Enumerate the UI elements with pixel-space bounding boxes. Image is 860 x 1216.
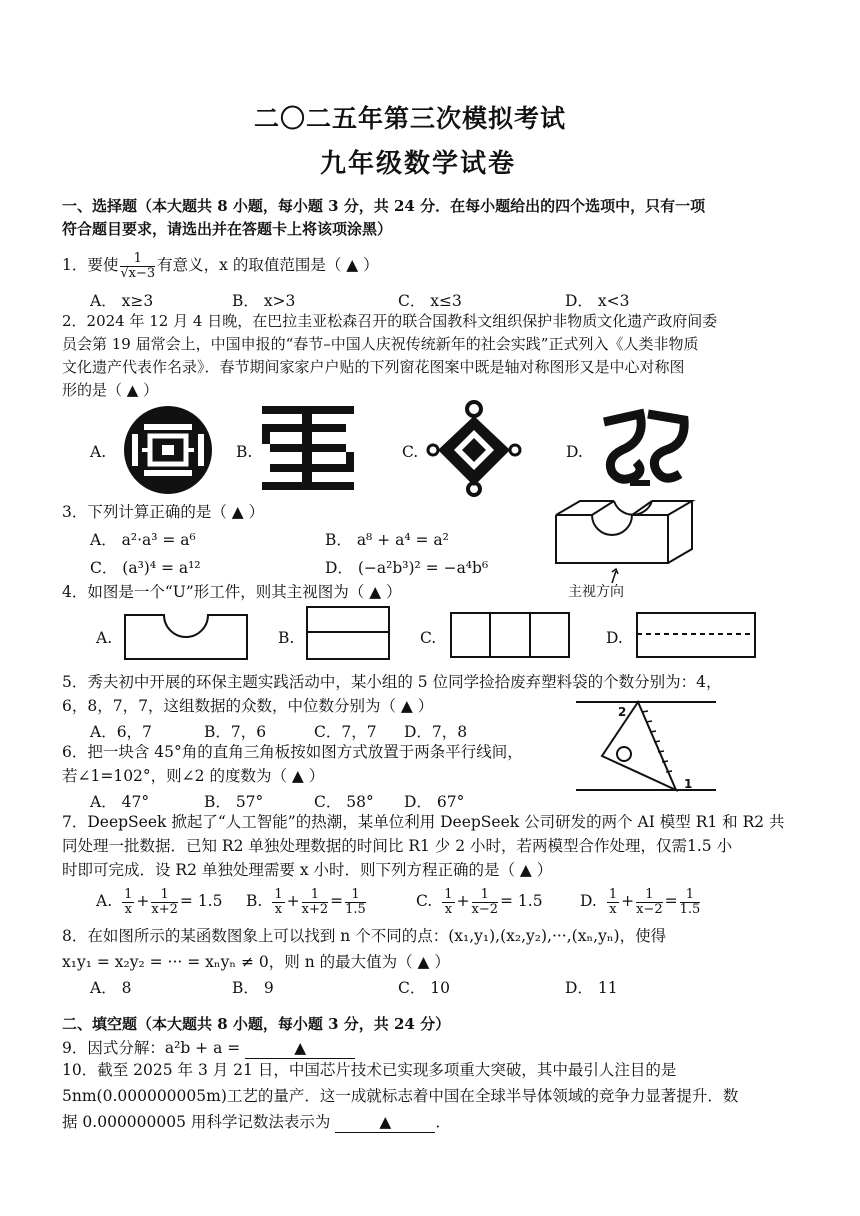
q7-fraction	[272, 888, 284, 917]
q9-stem	[62, 1038, 355, 1059]
q9-answer-mark: ▲	[294, 1039, 307, 1057]
q1-option-d: D． x<3	[565, 292, 630, 310]
q2-label-d: D.	[566, 443, 583, 461]
q7-option-d	[580, 884, 702, 918]
q7-option-part: 1	[636, 888, 663, 903]
q4-label-d: D.	[606, 629, 623, 647]
q3-stem: 3．下列计算正确的是（ ▲ ）	[62, 503, 265, 521]
section1-heading: 一、选择题（本大题共 8 小题，每小题 3 分，共 24 分．在每小题给出的四个选项中，只有一项	[62, 197, 706, 215]
q5-line1: 5．秀夫初中开展的环保主题实践活动中，某小组的 5 位同学捡拾废弃塑料袋的个数分别为：4，	[62, 673, 722, 691]
q7-fraction	[151, 888, 178, 917]
q2-line1: 2．2024 年 12 月 4 日晚，在巴拉圭亚松森召开的联合国教科文组织保护非物质文化遗产政府间委	[62, 312, 718, 330]
q4-stem: 4．如图是一个“U”形工件，则其主视图为（ ▲ ）	[62, 583, 402, 601]
q7-option-part: 1	[444, 886, 453, 902]
q6-line2: 若∠1=102°，则∠2 的度数为（ ▲ ）	[62, 767, 325, 785]
q2-label-a: A.	[90, 443, 107, 461]
q7-option-c	[416, 884, 543, 918]
q10-line3	[62, 1112, 451, 1133]
view-direction-label: 主视方向	[568, 584, 624, 600]
q7-fraction	[680, 888, 701, 917]
q7-option-part: 1	[472, 888, 499, 903]
front-view-option-d	[636, 612, 756, 658]
triangle-ruler-figure	[576, 698, 716, 794]
u-shaped-part-figure	[552, 495, 702, 585]
q10-answer-mark: ▲	[379, 1113, 392, 1131]
q7-option-part: C.	[416, 892, 433, 910]
q7-line2: 同处理一批数据．已知 R2 单独处理数据的时间比 R1 少 2 小时，若两模型合作处理，仅需1.5 小	[62, 837, 733, 855]
paper-cut-d-image	[600, 410, 688, 490]
equals-sign: =	[330, 892, 344, 910]
q1-frac-num: 1	[120, 252, 155, 267]
q7-option-part: A.	[96, 892, 113, 910]
q6-option-d: D． 67°	[404, 793, 465, 811]
q1-fraction	[120, 252, 155, 281]
paper-cut-b-image	[262, 406, 354, 490]
q7-option-part: x+2	[151, 901, 178, 917]
q1-option-a: A． x≥3	[90, 292, 154, 310]
paper-cut-c-image	[428, 400, 520, 496]
front-view-option-a	[124, 614, 248, 660]
q7-option-part: x	[609, 901, 617, 917]
q7-line1: 7．DeepSeek 掀起了“人工智能”的热潮，某单位利用 DeepSeek 公司研发的两个 AI 模型 R1 和 R2 共	[62, 813, 785, 831]
q8-option-b: B． 9	[232, 979, 274, 997]
q7-fraction	[122, 888, 134, 917]
q5-line2: 6，8，7，7，这组数据的众数，中位数分别为（ ▲ ）	[62, 697, 434, 715]
q8-line1: 8．在如图所示的某函数图象上可以找到 n 个不同的点：(x₁,y₁),(x₂,y₂),···,(xₙ,yₙ)，使得	[62, 927, 667, 945]
q7-fraction	[607, 888, 619, 917]
q7-option-part: x	[274, 901, 283, 917]
q3-option-c: C． (a³)⁴ = a¹²	[90, 559, 201, 577]
q7-fraction	[302, 888, 329, 917]
q10-line1: 10．截至 2025 年 3 月 21 日，中国芯片技术已实现多项重大突破，其中最引人注目的是	[62, 1061, 677, 1079]
q4-label-a: A.	[96, 629, 113, 647]
q7-option-part: x+2	[301, 901, 329, 917]
q7-option-a	[96, 884, 222, 918]
front-view-option-b	[306, 606, 390, 660]
q10-end: ．	[435, 1113, 451, 1131]
q4-label-c: C.	[420, 629, 437, 647]
q5-option-d: D．7，8	[404, 723, 468, 741]
paper-cut-a-image	[122, 404, 214, 496]
q3-option-d: D． (−a²b³)² = −a⁴b⁶	[325, 559, 489, 577]
plus-sign: +	[286, 892, 300, 910]
q2-line2: 员会第 19 届常会上，中国申报的“春节–中国人庆祝传统新年的社会实践”正式列入《人类非物质	[62, 335, 699, 353]
q6-line1: 6．把一块含 45°角的直角三角板按如图方式放置于两条平行线间，	[62, 743, 523, 761]
q5-option-a: A．6，7	[90, 723, 152, 741]
section2-heading: 二、填空题（本大题共 8 小题，每小题 3 分，共 24 分）	[62, 1015, 451, 1033]
q6-option-a: A． 47°	[90, 793, 150, 811]
exam-title: 二〇二五年第三次模拟考试	[254, 104, 567, 133]
q5-option-b: B．7，6	[204, 723, 267, 741]
q7-option-part: x	[124, 901, 132, 917]
q7-fraction	[345, 888, 366, 917]
q7-fraction	[636, 888, 663, 917]
q7-option-part: 1	[124, 886, 133, 902]
q6-option-b: B． 57°	[204, 793, 264, 811]
q2-line4: 形的是（ ▲ ）	[62, 381, 159, 399]
q2-label-b: B.	[236, 443, 253, 461]
q7-option-part: 1	[274, 886, 283, 902]
plus-sign: +	[136, 892, 150, 910]
q7-line3: 时即可完成．设 R2 单独处理需要 x 小时．则下列方程正确的是（ ▲ ）	[62, 861, 553, 879]
q7-option-part: = 1.5	[179, 892, 223, 910]
q7-fraction	[472, 888, 499, 917]
q1-option-c: C． x≤3	[398, 292, 462, 310]
q7-option-part: D.	[580, 892, 597, 910]
q1-frac-den: √x−3	[120, 265, 156, 281]
q2-label-c: C.	[402, 443, 419, 461]
q1-prefix: 1．要使	[62, 256, 119, 274]
exam-subtitle: 九年级数学试卷	[320, 149, 517, 179]
q3-option-a: A． a²·a³ = a⁶	[90, 531, 196, 549]
q9-text: 9．因式分解：a²b + a =	[62, 1039, 241, 1057]
q8-option-d: D． 11	[565, 979, 618, 997]
equals-sign: =	[664, 892, 678, 910]
q9-answer-blank[interactable]	[245, 1038, 355, 1059]
q7-option-part: 1	[151, 888, 178, 903]
q8-option-c: C． 10	[398, 979, 451, 997]
q7-option-part: 1	[302, 888, 329, 903]
q7-option-part: x−2	[471, 901, 499, 917]
q1-suffix: 有意义，x 的取值范围是（ ▲ ）	[157, 256, 379, 274]
q7-option-part: 1	[680, 888, 701, 903]
q7-option-part: x−2	[636, 901, 663, 917]
q7-option-part: 1.5	[679, 901, 701, 917]
q7-option-part: x	[444, 901, 453, 917]
q5-option-c: C．7，7	[314, 723, 377, 741]
q10-answer-blank[interactable]	[335, 1112, 435, 1133]
angle-2-label: 2	[618, 705, 627, 719]
q2-line3: 文化遗产代表作名录》．春节期间家家户户贴的下列窗花图案中既是轴对称图形又是中心对称图	[62, 358, 685, 376]
plus-sign: +	[456, 892, 470, 910]
q3-option-b: B． a⁸ + a⁴ = a²	[325, 531, 449, 549]
q7-option-b	[246, 884, 368, 918]
angle-1-label: 1	[684, 777, 693, 791]
section1-heading-2: 符合题目要求，请选出并在答题卡上将该项涂黑）	[62, 220, 393, 238]
q8-option-a: A． 8	[90, 979, 132, 997]
q7-option-part: 1	[608, 886, 618, 902]
q1-option-b: B． x>3	[232, 292, 296, 310]
q7-option-part: B.	[246, 892, 263, 910]
q6-option-c: C． 58°	[314, 793, 374, 811]
q1-stem	[62, 250, 379, 281]
q10-text: 据 0.000000005 用科学记数法表示为	[62, 1113, 331, 1131]
q7-option-part: 1	[345, 888, 366, 903]
q4-label-b: B.	[278, 629, 295, 647]
q7-option-part: 1.5	[345, 901, 366, 917]
q8-line2: x₁y₁ = x₂y₂ = ··· = xₙyₙ ≠ 0，则 n 的最大值为（ ▲ ）	[62, 953, 450, 971]
plus-sign: +	[621, 892, 635, 910]
q10-line2: 5nm(0.000000005m)工艺的量产．这一成就标志着中国在全球半导体领域的竞争力显著提升．数	[62, 1087, 739, 1105]
front-view-option-c	[450, 612, 570, 658]
q7-fraction	[442, 888, 454, 917]
q7-option-part: = 1.5	[500, 892, 543, 910]
